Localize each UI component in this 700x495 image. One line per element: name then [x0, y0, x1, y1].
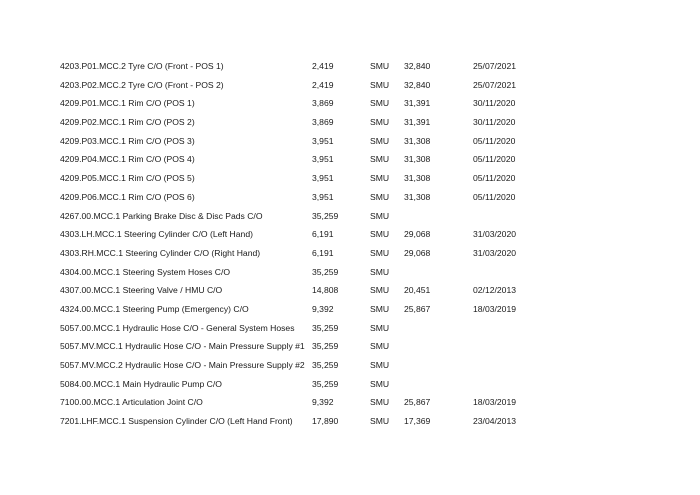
smu-value: 35,259 — [312, 378, 339, 389]
date-value: 05/11/2020 — [473, 173, 516, 184]
smu-value: 35,259 — [312, 341, 339, 352]
table-row — [60, 113, 660, 132]
table-row — [60, 300, 660, 319]
unit-label: SMU — [370, 341, 390, 352]
smu-value: 35,259 — [312, 266, 339, 277]
component-description: 5057.00.MCC.1 Hydraulic Hose C/O - General System Hoses — [60, 322, 295, 333]
date-value: 31/03/2020 — [473, 229, 517, 240]
smu-value: 35,259 — [312, 360, 339, 370]
component-description: 4209.P04.MCC.1 Rim C/O (POS 4) — [60, 154, 195, 165]
component-description: 4209.P05.MCC.1 Rim C/O (POS 5) — [60, 173, 195, 184]
remaining-value: 31,308 — [404, 191, 431, 202]
table-row — [60, 207, 660, 226]
unit-label: SMU — [370, 266, 390, 277]
date-value: 30/11/2020 — [473, 117, 516, 128]
remaining-value: 32,840 — [404, 61, 431, 71]
smu-value: 2,419 — [312, 61, 334, 71]
table-row — [60, 281, 660, 300]
date-value: 18/03/2019 — [473, 397, 517, 408]
component-description: 4324.00.MCC.1 Steering Pump (Emergency) C/O — [60, 303, 249, 314]
smu-value: 3,951 — [312, 173, 334, 184]
remaining-value: 17,369 — [404, 416, 431, 427]
unit-label: SMU — [370, 154, 390, 165]
table-row — [60, 188, 660, 207]
component-description: 4209.P06.MCC.1 Rim C/O (POS 6) — [60, 191, 195, 202]
component-description: 7201.LHF.MCC.1 Suspension Cylinder C/O (Left Hand Front) — [60, 416, 293, 427]
table-row — [60, 150, 660, 169]
smu-value: 3,951 — [312, 154, 334, 165]
remaining-value: 31,308 — [404, 173, 431, 184]
unit-label: SMU — [370, 378, 390, 389]
smu-value: 17,890 — [312, 416, 339, 427]
date-value: 25/07/2021 — [473, 61, 517, 71]
table-row — [60, 337, 660, 356]
smu-value: 6,191 — [312, 247, 334, 258]
component-description: 4307.00.MCC.1 Steering Valve / HMU C/O — [60, 285, 223, 296]
unit-label: SMU — [370, 210, 390, 221]
table-row — [60, 375, 660, 394]
table-row — [60, 244, 660, 263]
date-value: 30/11/2020 — [473, 98, 516, 109]
unit-label: SMU — [370, 360, 390, 370]
unit-label: SMU — [370, 79, 390, 90]
table-row — [60, 76, 660, 95]
component-description: 5057.MV.MCC.1 Hydraulic Hose C/O - Main Pressure Supply #1 — [60, 341, 305, 352]
component-description: 4303.LH.MCC.1 Steering Cylinder C/O (Left Hand) — [60, 229, 253, 240]
date-value: 05/11/2020 — [473, 191, 516, 202]
component-description: 4267.00.MCC.1 Parking Brake Disc & Disc Pads C/O — [60, 210, 263, 221]
component-description: 4209.P03.MCC.1 Rim C/O (POS 3) — [60, 135, 195, 146]
remaining-value: 32,840 — [404, 79, 431, 90]
remaining-value: 20,451 — [404, 285, 431, 296]
date-value: 31/03/2020 — [473, 247, 517, 258]
unit-label: SMU — [370, 416, 390, 427]
smu-value: 6,191 — [312, 229, 334, 240]
component-description: 4209.P02.MCC.1 Rim C/O (POS 2) — [60, 117, 195, 128]
smu-value: 2,419 — [312, 79, 334, 90]
smu-value: 3,951 — [312, 135, 334, 146]
remaining-value: 31,308 — [404, 135, 431, 146]
component-description: 4304.00.MCC.1 Steering System Hoses C/O — [60, 266, 231, 277]
smu-value: 9,392 — [312, 397, 334, 408]
date-value: 02/12/2013 — [473, 285, 517, 296]
smu-value: 9,392 — [312, 303, 334, 314]
date-value: 05/11/2020 — [473, 154, 516, 165]
unit-label: SMU — [370, 117, 390, 128]
unit-label: SMU — [370, 135, 390, 146]
component-description: 5084.00.MCC.1 Main Hydraulic Pump C/O — [60, 378, 222, 389]
table-row — [60, 319, 660, 338]
unit-label: SMU — [370, 322, 390, 333]
smu-value: 3,951 — [312, 191, 334, 202]
component-description: 7100.00.MCC.1 Articulation Joint C/O — [60, 397, 203, 408]
component-description: 4203.P02.MCC.2 Tyre C/O (Front - POS 2) — [60, 79, 224, 90]
smu-value: 35,259 — [312, 210, 339, 221]
remaining-value: 31,308 — [404, 154, 431, 165]
unit-label: SMU — [370, 173, 390, 184]
component-description: 4203.P01.MCC.2 Tyre C/O (Front - POS 1) — [60, 61, 224, 71]
component-description: 4303.RH.MCC.1 Steering Cylinder C/O (Right Hand) — [60, 247, 261, 258]
date-value: 05/11/2020 — [473, 135, 516, 146]
unit-label: SMU — [370, 229, 390, 240]
smu-value: 35,259 — [312, 322, 339, 333]
remaining-value: 25,867 — [404, 303, 431, 314]
table-row — [60, 412, 660, 431]
unit-label: SMU — [370, 397, 390, 408]
table-row — [60, 263, 660, 282]
unit-label: SMU — [370, 285, 390, 296]
table-row — [60, 225, 660, 244]
table-row — [60, 169, 660, 188]
component-description: 5057.MV.MCC.2 Hydraulic Hose C/O - Main Pressure Supply #2 — [60, 360, 305, 370]
component-description: 4209.P01.MCC.1 Rim C/O (POS 1) — [60, 98, 195, 109]
table-row — [60, 94, 660, 113]
smu-value: 14,808 — [312, 285, 339, 296]
date-value: 18/03/2019 — [473, 303, 517, 314]
date-value: 25/07/2021 — [473, 79, 517, 90]
remaining-value: 29,068 — [404, 229, 431, 240]
unit-label: SMU — [370, 61, 390, 71]
unit-label: SMU — [370, 98, 390, 109]
table-row — [60, 132, 660, 151]
remaining-value: 31,391 — [404, 98, 431, 109]
table-row — [60, 57, 660, 76]
component-table — [60, 57, 660, 431]
date-value: 23/04/2013 — [473, 416, 517, 427]
unit-label: SMU — [370, 191, 390, 202]
unit-label: SMU — [370, 247, 390, 258]
remaining-value: 29,068 — [404, 247, 431, 258]
remaining-value: 31,391 — [404, 117, 431, 128]
smu-value: 3,869 — [312, 98, 334, 109]
smu-value: 3,869 — [312, 117, 334, 128]
table-row — [60, 393, 660, 412]
table-row — [60, 356, 660, 375]
unit-label: SMU — [370, 303, 390, 314]
remaining-value: 25,867 — [404, 397, 431, 408]
